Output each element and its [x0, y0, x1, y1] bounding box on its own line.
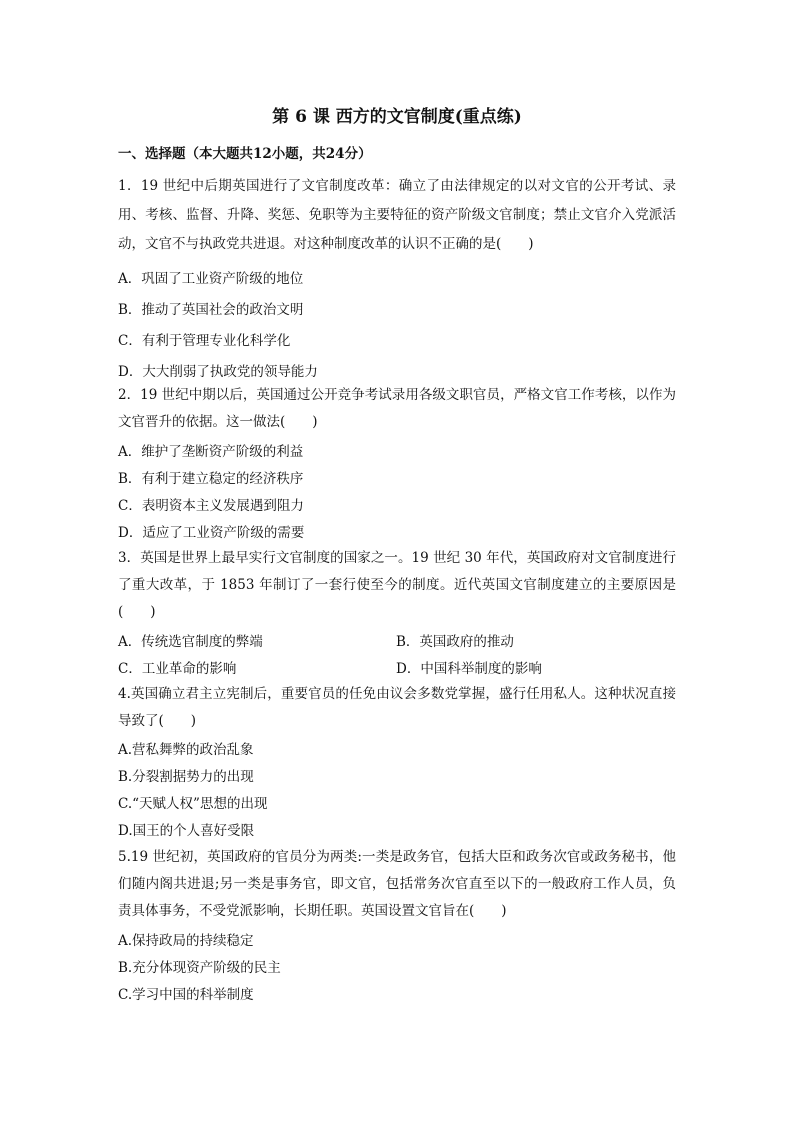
question-5-stem: 5.19 世纪初，英国政府的官员分为两类:一类是政务官，包括大臣和政务次官或政务秘书，他们随内阁共进退;另一类是事务官，即文官，包括常务次官直至以下的一般政府工作人员，负责具体事务，不受党派影响，长期任职。英国设置文官旨在( ) — [118, 849, 676, 919]
question-2-option-c: C．表明资本主义发展遇到阻力 — [118, 498, 304, 514]
question-3-option-b: B．英国政府的推动 — [396, 634, 514, 650]
question-3-stem: 3．英国是世界上最早实行文官制度的国家之一。19 世纪 30 年代，英国政府对文官制度进行了重大改革，于 1853 年制订了一套行使至今的制度。近代英国文官制度建立的主要原因是( ) — [118, 550, 676, 620]
question-2-option-a: A．维护了垄断资产阶级的利益 — [118, 444, 304, 460]
question-2-stem: 2．19 世纪中期以后，英国通过公开竞争考试录用各级文职官员，严格文官工作考核，以作为文官晋升的依据。这一做法( ) — [118, 387, 676, 430]
question-2-option-b: B．有利于建立稳定的经济秩序 — [118, 471, 304, 487]
question-4-option-c: C.“天赋人权”思想的出现 — [118, 796, 268, 812]
question-4-stem: 4.英国确立君主立宪制后，重要官员的任免由议会多数党掌握，盛行任用私人。这种状况直接导致了( ) — [118, 686, 676, 729]
question-1-option-b: B．推动了英国社会的政治文明 — [118, 302, 304, 318]
question-5-option-a: A.保持政局的持续稳定 — [118, 933, 254, 949]
question-2-option-d: D．适应了工业资产阶级的需要 — [118, 525, 305, 541]
question-3-option-d: D．中国科举制度的影响 — [396, 661, 542, 677]
question-4-option-d: D.国王的个人喜好受限 — [118, 823, 255, 839]
question-4-option-b: B.分裂割据势力的出现 — [118, 769, 254, 785]
question-5-option-c: C.学习中国的科举制度 — [118, 987, 254, 1003]
question-1-option-d: D．大大削弱了执政党的领导能力 — [118, 364, 318, 380]
question-5-option-b: B.充分体现资产阶级的民主 — [118, 960, 281, 976]
question-4-option-a: A.营私舞弊的政治乱象 — [118, 742, 254, 758]
section-header: 一、选择题（本大题共12小题，共24分） — [118, 146, 372, 162]
page-title: 第 6 课 西方的文官制度(重点练) — [272, 107, 522, 127]
question-1-stem: 1．19 世纪中后期英国进行了文官制度改革：确立了由法律规定的以对文官的公开考试、录用、考核、监督、升降、奖惩、免职等为主要特征的资产阶级文官制度；禁止文官介入党派活动，文官不与执政党共进退。对这种制度改革的认识不正确的是( ) — [118, 178, 676, 252]
question-1-option-a: A．巩固了工业资产阶级的地位 — [118, 271, 304, 287]
question-3-option-a: A．传统选官制度的弊端 — [118, 634, 263, 650]
question-3-option-c: C．工业革命的影响 — [118, 661, 237, 677]
question-1-option-c: C．有利于管理专业化科学化 — [118, 333, 291, 349]
